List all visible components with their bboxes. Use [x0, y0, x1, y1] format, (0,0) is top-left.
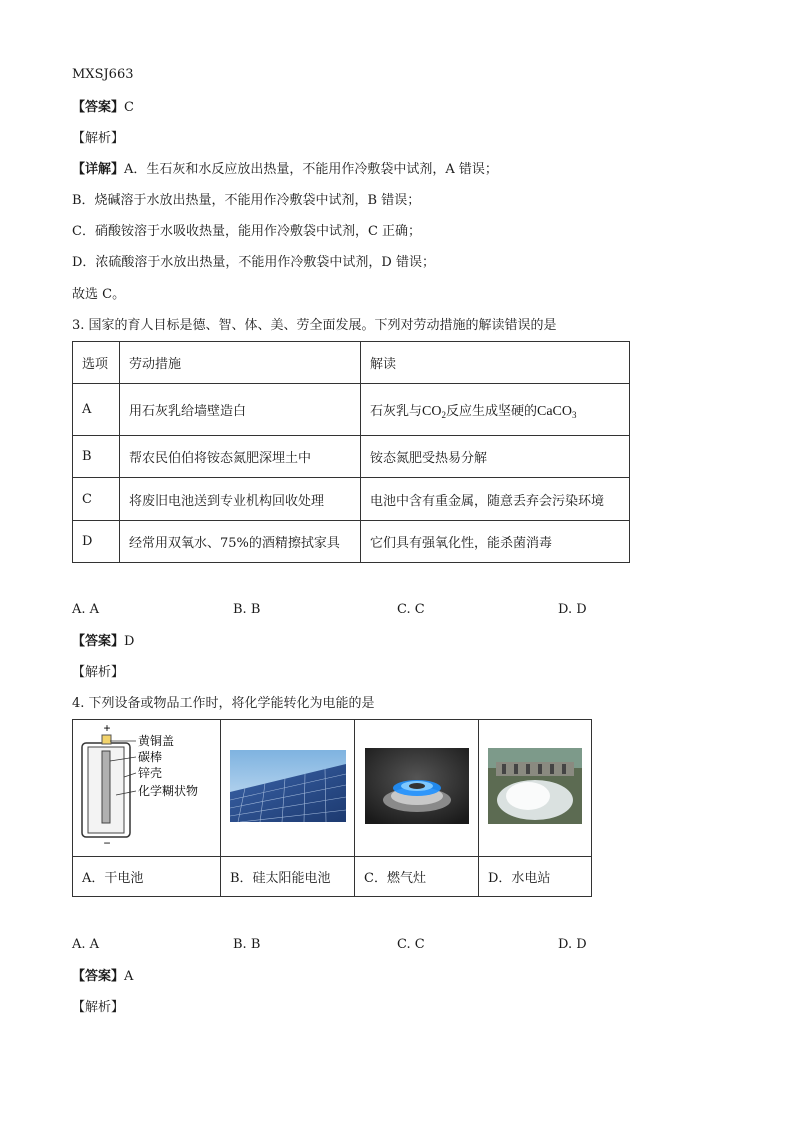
image-row — [73, 720, 592, 857]
caption-dry-battery: A．干电池 — [73, 857, 221, 897]
option-c: C. C — [397, 602, 425, 617]
hydropower-image — [488, 748, 582, 824]
formula-base: CO — [422, 403, 442, 419]
row-measure: 帮农民伯伯将铵态氮肥深埋土中 — [120, 436, 361, 478]
interp-text: 反应生成坚硬的 — [445, 403, 537, 419]
row-measure: 将废旧电池送到专业机构回收处理 — [120, 478, 361, 521]
option-a: A. A — [72, 937, 100, 952]
negative-terminal: − — [103, 836, 111, 850]
header-interpretation: 解读 — [361, 342, 630, 384]
header-code: MXSJ663 — [72, 67, 134, 82]
answer-value: C — [124, 100, 134, 115]
row-option: B — [73, 436, 120, 478]
row-option: A — [73, 384, 120, 436]
option-a: A. A — [72, 602, 100, 617]
dry-battery-diagram — [74, 721, 219, 851]
q4-table — [72, 719, 592, 897]
detail-tag: 【详解】 — [72, 162, 125, 177]
answer-value: A — [124, 969, 134, 984]
row-interpretation — [361, 384, 630, 436]
label-brass-cap: 黄铜盖 — [138, 734, 175, 748]
answer-value: D — [124, 634, 135, 649]
interp-text: 石灰乳与 — [370, 403, 423, 419]
option-c: C. C — [397, 937, 425, 952]
row-interpretation: 铵态氮肥受热易分解 — [361, 436, 630, 478]
table-header-row — [73, 342, 630, 384]
row-option: C — [73, 478, 120, 521]
q2-analysis-tag: 【解析】 — [72, 131, 125, 146]
table-row — [73, 521, 630, 563]
q2-detail-a — [72, 161, 498, 179]
q4-options — [72, 937, 632, 955]
caption-solar: B．硅太阳能电池 — [221, 857, 355, 897]
caption-row — [73, 857, 592, 897]
q2-conclusion: 故选 C。 — [72, 287, 126, 302]
header-option: 选项 — [73, 342, 120, 384]
formula-subscript: 2 — [441, 409, 446, 420]
q3-analysis-tag: 【解析】 — [72, 665, 125, 680]
gas-stove-cell — [355, 720, 479, 857]
q3-answer — [72, 633, 134, 651]
q2-detail-c: C．硝酸铵溶于水吸收热量，能用作冷敷袋中试剂，C 正确； — [72, 224, 422, 239]
hydropower-cell — [479, 720, 592, 857]
label-paste: 化学糊状物 — [138, 784, 199, 798]
caption-gas-stove: C．燃气灶 — [355, 857, 479, 897]
formula-subscript: 3 — [571, 409, 577, 420]
option-b: B. B — [233, 602, 261, 617]
q3-stem: 3. 国家的育人目标是德、智、体、美、劳全面发展。下列对劳动措施的解读错误的是 — [72, 318, 557, 333]
q2-detail-b: B．烧碱溶于水放出热量，不能用作冷敷袋中试剂，B 错误； — [72, 193, 421, 208]
row-interpretation: 它们具有强氧化性，能杀菌消毒 — [361, 521, 630, 563]
table-row — [73, 436, 630, 478]
q2-answer — [72, 99, 134, 117]
caption-hydropower: D．水电站 — [479, 857, 592, 897]
row-measure: 用石灰乳给墙壁造白 — [120, 384, 361, 436]
answer-tag: 【答案】 — [72, 634, 125, 649]
formula-base: CaCO — [536, 403, 572, 419]
detail-line: A．生石灰和水反应放出热量，不能用作冷敷袋中试剂，A 错误； — [124, 162, 498, 177]
row-measure: 经常用双氧水、75%的酒精擦拭家具 — [120, 521, 361, 563]
solar-panel-cell — [221, 720, 355, 857]
table-row — [73, 384, 630, 436]
caco3-formula — [537, 404, 577, 419]
gas-stove-image — [365, 748, 469, 824]
label-carbon-rod: 碳棒 — [138, 750, 163, 764]
header-measure: 劳动措施 — [120, 342, 361, 384]
option-d: D. D — [558, 937, 587, 952]
label-zinc-shell: 锌壳 — [138, 766, 163, 780]
q3-table — [72, 341, 630, 563]
row-option: D — [73, 521, 120, 563]
q4-answer — [72, 968, 133, 986]
q4-stem: 4. 下列设备或物品工作时，将化学能转化为电能的是 — [72, 696, 375, 711]
q3-options — [72, 602, 632, 620]
row-interpretation: 电池中含有重金属，随意丢弃会污染环境 — [361, 478, 630, 521]
option-d: D. D — [558, 602, 587, 617]
option-b: B. B — [233, 937, 261, 952]
q4-analysis-tag: 【解析】 — [72, 1000, 125, 1015]
dry-battery-cell — [73, 720, 221, 857]
answer-tag: 【答案】 — [72, 969, 125, 984]
positive-terminal: + — [103, 721, 111, 735]
co2-formula — [422, 404, 446, 419]
solar-panel-image — [230, 750, 346, 822]
answer-tag: 【答案】 — [72, 100, 125, 115]
q2-detail-d: D．浓硫酸溶于水放出热量，不能用作冷敷袋中试剂，D 错误； — [72, 255, 435, 270]
table-row — [73, 478, 630, 521]
